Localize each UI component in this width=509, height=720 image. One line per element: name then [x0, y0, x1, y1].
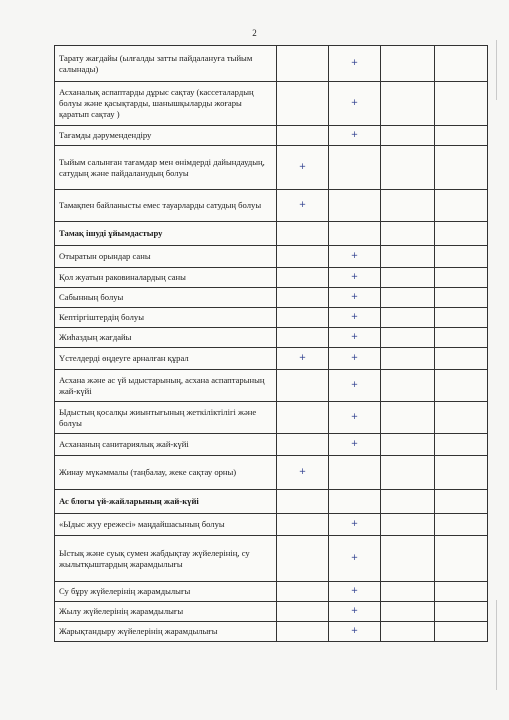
mark-cell-4 — [435, 536, 488, 582]
mark-cell-1 — [277, 268, 329, 288]
mark-cell-1 — [277, 328, 329, 348]
mark-cell-1 — [277, 370, 329, 402]
criterion-label: «Ыдыс жуу ережесі» маңдайшасының болуы — [55, 514, 277, 536]
mark-cell-4 — [435, 126, 488, 146]
mark-cell-2: + — [329, 126, 381, 146]
mark-cell-4 — [435, 582, 488, 602]
mark-cell-4 — [435, 46, 488, 82]
checklist-row — [55, 268, 488, 288]
section-header-row — [55, 490, 488, 514]
section-title: Ас блогы үй-жайларының жай-күйі — [55, 490, 277, 514]
checklist-row — [55, 456, 488, 490]
mark-cell-3 — [381, 328, 435, 348]
checklist-row — [55, 582, 488, 602]
mark-cell-2: + — [329, 348, 381, 370]
checklist-row — [55, 370, 488, 402]
checklist-row — [55, 514, 488, 536]
mark-cell-4 — [435, 602, 488, 622]
criterion-label: Ыдыстың қосалқы жиынтығының жеткіліктілігі және болуы — [55, 402, 277, 434]
mark-cell-1 — [277, 434, 329, 456]
mark-cell-1 — [277, 582, 329, 602]
mark-cell-1 — [277, 246, 329, 268]
mark-cell-1 — [277, 288, 329, 308]
mark-cell-2: + — [329, 268, 381, 288]
mark-cell-4 — [435, 308, 488, 328]
mark-cell-2: + — [329, 434, 381, 456]
checklist-row — [55, 46, 488, 82]
mark-cell-3 — [381, 602, 435, 622]
mark-cell-4 — [435, 490, 488, 514]
mark-cell-4 — [435, 288, 488, 308]
mark-cell-4 — [435, 222, 488, 246]
checklist-row — [55, 82, 488, 126]
checklist-row — [55, 602, 488, 622]
mark-cell-1: + — [277, 146, 329, 190]
mark-cell-2: + — [329, 288, 381, 308]
mark-cell-2: + — [329, 246, 381, 268]
criterion-label: Отыратын орындар саны — [55, 246, 277, 268]
mark-cell-1 — [277, 602, 329, 622]
mark-cell-3 — [381, 514, 435, 536]
mark-cell-1 — [277, 514, 329, 536]
checklist-row — [55, 308, 488, 328]
mark-cell-2 — [329, 490, 381, 514]
mark-cell-1 — [277, 126, 329, 146]
mark-cell-3 — [381, 582, 435, 602]
mark-cell-2: + — [329, 402, 381, 434]
mark-cell-4 — [435, 402, 488, 434]
mark-cell-3 — [381, 434, 435, 456]
mark-cell-3 — [381, 490, 435, 514]
criterion-label: Асхана және ас үй ыдыстарының, асхана аспаптарының жай-күйі — [55, 370, 277, 402]
mark-cell-1 — [277, 308, 329, 328]
checklist-row — [55, 402, 488, 434]
mark-cell-1 — [277, 402, 329, 434]
criterion-label: Асхананың санитариялық жай-күйі — [55, 434, 277, 456]
page-number: 2 — [252, 28, 257, 38]
mark-cell-4 — [435, 146, 488, 190]
mark-cell-1 — [277, 536, 329, 582]
criterion-label: Тарату жағдайы (ылғалды затты пайдалануға тыйым салынады) — [55, 46, 277, 82]
scan-edge-mark — [496, 600, 497, 690]
mark-cell-1: + — [277, 348, 329, 370]
mark-cell-2 — [329, 190, 381, 222]
criterion-label: Су бұру жүйелерінің жарамдылығы — [55, 582, 277, 602]
checklist-row — [55, 622, 488, 642]
mark-cell-3 — [381, 456, 435, 490]
mark-cell-1 — [277, 622, 329, 642]
criterion-label: Үстелдерді өңдеуге арналған құрал — [55, 348, 277, 370]
checklist-row — [55, 348, 488, 370]
mark-cell-1 — [277, 222, 329, 246]
mark-cell-2: + — [329, 82, 381, 126]
mark-cell-1: + — [277, 190, 329, 222]
checklist-row — [55, 190, 488, 222]
criterion-label: Асханалық аспаптарды дұрыс сақтау (кассеталардың болуы және қасықтарды, шанышқыларды жоғары қаратып сақтау ) — [55, 82, 277, 126]
mark-cell-4 — [435, 622, 488, 642]
mark-cell-4 — [435, 190, 488, 222]
mark-cell-4 — [435, 514, 488, 536]
criterion-label: Тамақпен байланысты емес тауарларды сатудың болуы — [55, 190, 277, 222]
mark-cell-4 — [435, 268, 488, 288]
scan-edge-mark — [496, 40, 497, 100]
criterion-label: Жарықтандыру жүйелерінің жарамдылығы — [55, 622, 277, 642]
mark-cell-3 — [381, 82, 435, 126]
checklist-table — [54, 45, 488, 642]
criterion-label: Тағамды дәрумендендіру — [55, 126, 277, 146]
mark-cell-2: + — [329, 602, 381, 622]
mark-cell-3 — [381, 126, 435, 146]
criterion-label: Сабынның болуы — [55, 288, 277, 308]
mark-cell-3 — [381, 268, 435, 288]
mark-cell-2: + — [329, 514, 381, 536]
mark-cell-4 — [435, 348, 488, 370]
section-header-row — [55, 222, 488, 246]
mark-cell-1 — [277, 490, 329, 514]
mark-cell-3 — [381, 370, 435, 402]
mark-cell-2: + — [329, 582, 381, 602]
criterion-label: Жылу жүйелерінің жарамдылығы — [55, 602, 277, 622]
checklist-row — [55, 328, 488, 348]
checklist-row — [55, 146, 488, 190]
mark-cell-4 — [435, 434, 488, 456]
section-title: Тамақ ішуді ұйымдастыру — [55, 222, 277, 246]
mark-cell-1 — [277, 46, 329, 82]
mark-cell-2 — [329, 456, 381, 490]
mark-cell-3 — [381, 46, 435, 82]
criterion-label: Кептіргіштердің болуы — [55, 308, 277, 328]
mark-cell-2: + — [329, 46, 381, 82]
mark-cell-2: + — [329, 536, 381, 582]
checklist-row — [55, 246, 488, 268]
criterion-label: Ыстық және суық сумен жабдықтау жүйелерінің, су жылытқыштардың жарамдылығы — [55, 536, 277, 582]
mark-cell-3 — [381, 246, 435, 268]
mark-cell-3 — [381, 190, 435, 222]
mark-cell-3 — [381, 308, 435, 328]
checklist-body — [55, 46, 488, 642]
mark-cell-4 — [435, 328, 488, 348]
criterion-label: Жиһаздың жағдайы — [55, 328, 277, 348]
criterion-label: Қол жуатын раковиналардың саны — [55, 268, 277, 288]
checklist-row — [55, 288, 488, 308]
mark-cell-3 — [381, 146, 435, 190]
mark-cell-3 — [381, 288, 435, 308]
checklist-row — [55, 434, 488, 456]
mark-cell-2: + — [329, 308, 381, 328]
mark-cell-2: + — [329, 328, 381, 348]
mark-cell-4 — [435, 82, 488, 126]
mark-cell-2 — [329, 146, 381, 190]
checklist-row — [55, 536, 488, 582]
checklist-row — [55, 126, 488, 146]
criterion-label: Тыйым салынған тағамдар мен өнімдерді дайындаудың, сатудың және пайдаланудың болуы — [55, 146, 277, 190]
mark-cell-4 — [435, 246, 488, 268]
mark-cell-3 — [381, 536, 435, 582]
mark-cell-3 — [381, 348, 435, 370]
mark-cell-3 — [381, 222, 435, 246]
mark-cell-1: + — [277, 456, 329, 490]
criterion-label: Жинау мүкәммалы (таңбалау, жеке сақтау орны) — [55, 456, 277, 490]
mark-cell-4 — [435, 370, 488, 402]
mark-cell-2: + — [329, 622, 381, 642]
mark-cell-1 — [277, 82, 329, 126]
mark-cell-3 — [381, 622, 435, 642]
mark-cell-2: + — [329, 370, 381, 402]
mark-cell-4 — [435, 456, 488, 490]
mark-cell-3 — [381, 402, 435, 434]
mark-cell-2 — [329, 222, 381, 246]
